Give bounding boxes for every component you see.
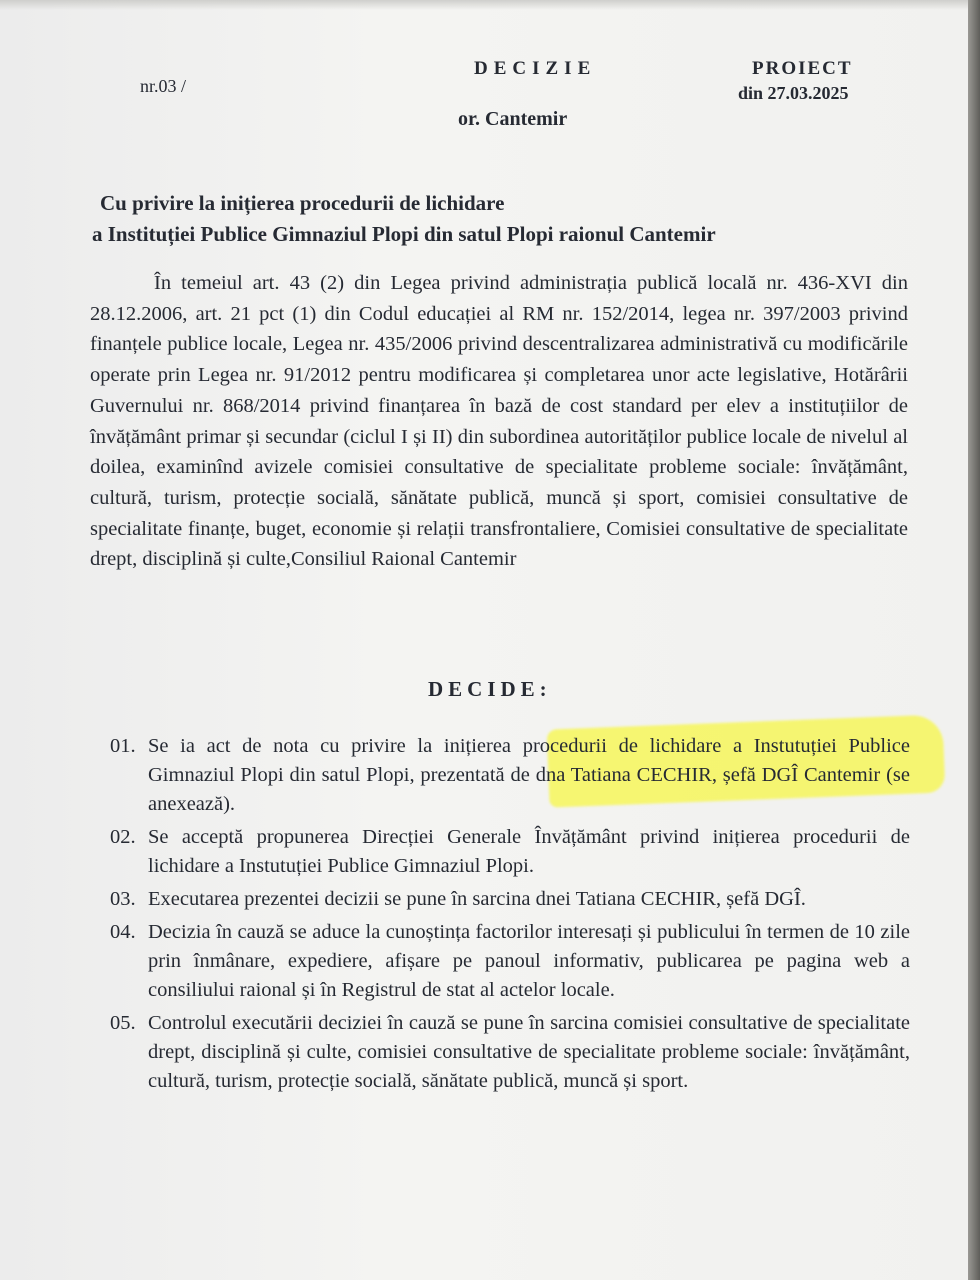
decision-number: nr.03 / [140, 76, 187, 96]
item-number: 05. [110, 1012, 136, 1034]
document-date: din 27.03.2025 [738, 83, 849, 103]
decide-heading: DECIDE: [428, 677, 552, 701]
draft-status: PROIECT [752, 58, 853, 79]
preamble-paragraph: În temeiul art. 43 (2) din Legea privind administrația publică locală nr. 436-XVI din 28.12.2006, art. 21 pct (1) din Codul educației al RM nr. 152/2014, legea nr. 397/2003 privind finanțele publice locale, Legea nr. 435/2006 privind descentralizarea administrativă cu modificările operate prin Legea nr. 91/2012 pentru modificarea și completarea unor acte legislative, Hotărârii Guvernului nr. 868/2014 privind finanțarea în bază de cost standard per elev a instituțiilor de învățământ primar și secundar (ciclul I și II) din subordinea autorităților publice locale de nivelul al doilea, examinînd avizele comisiei consultative de specialitate probleme sociale: învățământ, cultură, turism, protecție socială, sănătate publică, muncă și sport, comisiei consultative de specialitate finanțe, buget, economie și relații transfrontaliere, Comisiei consultative de specialitate drept, disciplină și culte,Consiliul Raional Cantemir [90, 272, 908, 571]
item-text: Se ia act de nota cu privire la inițierea procedurii de lichidare a Instutuției Publice Gimnaziul Plopi din satul Plopi, prezentată de dna Tatiana CECHIR, șefă DGÎ Cantemir (se anexează). [148, 735, 910, 815]
item-text: Se acceptă propunerea Direcției Generale Învățământ privind inițierea procedurii de lichidare a Instutuției Publice Gimnaziul Plopi. [148, 826, 910, 877]
item-number: 03. [110, 888, 136, 910]
document-type: DECIZIE [474, 58, 597, 79]
background-edge [968, 0, 980, 1280]
decision-item [110, 732, 910, 819]
item-text: Executarea prezentei decizii se pune în sarcina dnei Tatiana CECHIR, șefă DGÎ. [148, 888, 806, 910]
decision-item [110, 918, 910, 1005]
decision-item [110, 1009, 910, 1096]
decision-item [110, 885, 910, 914]
item-text: Decizia în cauză se aduce la cunoștința factorilor interesați și publicului în termen de 10 zile prin înmânare, expediere, afișare pe panoul informativ, publicarea pe pagina web a consiliului raional și în Registrul de stat al actelor locale. [148, 921, 910, 1001]
decision-item [110, 823, 910, 881]
decision-items-list [110, 732, 910, 1100]
document-title-line-2: a Instituției Publice Gimnaziul Plopi din satul Plopi raionul Cantemir [92, 222, 716, 246]
document-title-line-1: Cu privire la inițierea procedurii de lichidare [100, 191, 505, 215]
item-number: 04. [110, 921, 136, 943]
page-fold-shadow [0, 0, 968, 10]
item-number: 02. [110, 826, 136, 848]
city-name: or. Cantemir [458, 108, 568, 130]
item-text: Controlul executării deciziei în cauză se pune în sarcina comisiei consultative de specialitate drept, disciplină și culte, comisiei consultative de specialitate probleme sociale: învățământ, cultură, turism, protecție socială, sănătate publică, muncă și sport. [148, 1012, 910, 1092]
item-number: 01. [110, 735, 136, 757]
